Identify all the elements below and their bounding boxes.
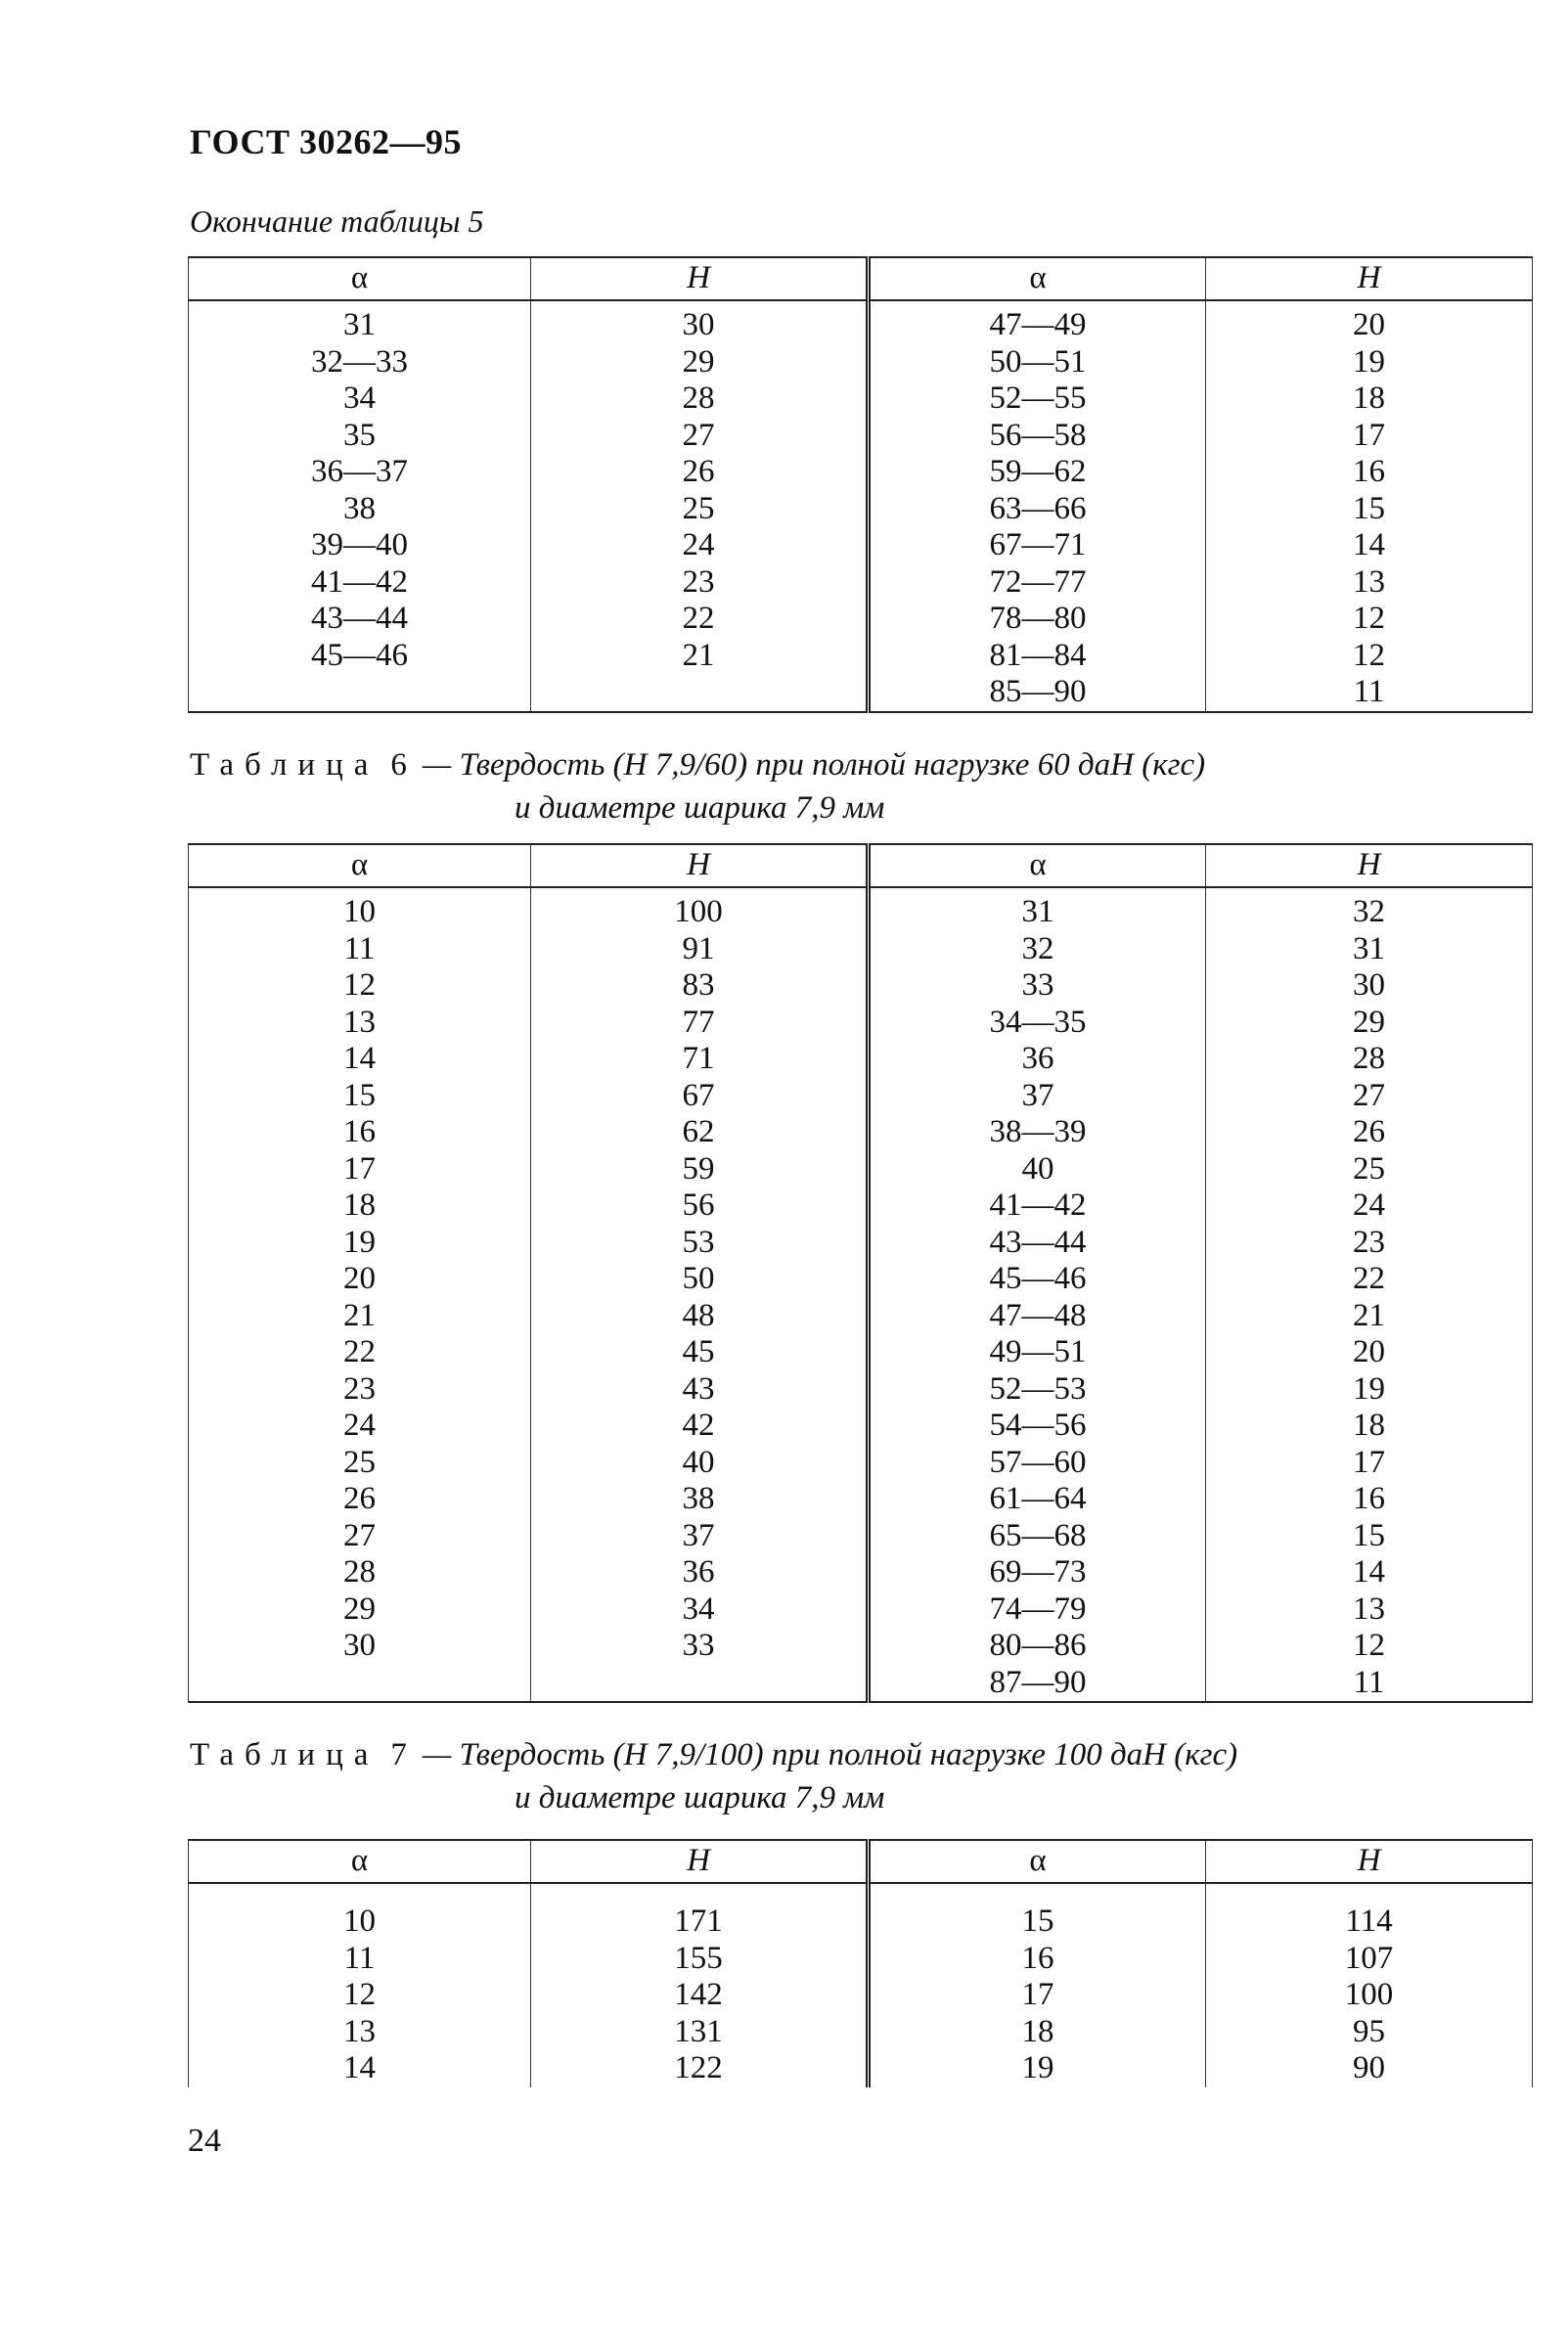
table6-title-line2: и диаметре шарика 7,9 мм xyxy=(515,790,885,826)
table-row xyxy=(189,638,1533,675)
alpha-cell: 26 xyxy=(189,1481,531,1518)
alpha-cell: 57—60 xyxy=(869,1445,1206,1482)
alpha-cell: 43—44 xyxy=(189,601,531,638)
table-row xyxy=(189,1941,1533,1978)
alpha-cell: 36 xyxy=(869,1041,1206,1078)
alpha-cell: 80—86 xyxy=(869,1628,1206,1665)
hardness-cell: 100 xyxy=(1206,1977,1533,2014)
hardness-cell: 95 xyxy=(1206,2014,1533,2051)
hardness-cell: 53 xyxy=(531,1225,869,1262)
hardness-cell: 91 xyxy=(531,931,869,968)
hardness-cell: 50 xyxy=(531,1261,869,1298)
hardness-cell: 13 xyxy=(1206,564,1533,602)
column-header-h: H xyxy=(1206,257,1533,300)
page-number: 24 xyxy=(188,2123,221,2159)
table-row xyxy=(189,2014,1533,2051)
hardness-cell: 42 xyxy=(531,1408,869,1445)
hardness-cell: 13 xyxy=(1206,1591,1533,1629)
column-header-alpha: α xyxy=(869,1840,1206,1883)
spacer-cell xyxy=(1206,300,1533,307)
alpha-cell: 41—42 xyxy=(189,564,531,602)
alpha-cell: 16 xyxy=(869,1941,1206,1978)
hardness-cell: 22 xyxy=(1206,1261,1533,1298)
column-header-alpha: α xyxy=(869,844,1206,887)
table6-title-line1: — Твердость (H 7,9/60) при полной нагрузке 60 даН (кгс) xyxy=(422,747,1206,783)
alpha-cell: 30 xyxy=(189,1628,531,1665)
hardness-cell: 12 xyxy=(1206,601,1533,638)
table-row xyxy=(189,1334,1533,1371)
hardness-cell: 24 xyxy=(1206,1187,1533,1225)
alpha-cell: 33 xyxy=(869,967,1206,1005)
table-row xyxy=(189,1904,1533,1941)
column-header-alpha: α xyxy=(189,1840,531,1883)
alpha-cell: 52—53 xyxy=(869,1371,1206,1409)
alpha-cell: 32—33 xyxy=(189,344,531,381)
spacer-cell xyxy=(869,887,1206,894)
alpha-cell: 47—48 xyxy=(869,1298,1206,1335)
alpha-cell: 24 xyxy=(189,1408,531,1445)
alpha-cell xyxy=(189,1665,531,1703)
alpha-cell: 74—79 xyxy=(869,1591,1206,1629)
alpha-cell: 13 xyxy=(189,1005,531,1042)
alpha-cell: 19 xyxy=(869,2050,1206,2087)
alpha-cell: 69—73 xyxy=(869,1554,1206,1591)
table-row xyxy=(189,418,1533,455)
table-row xyxy=(189,1665,1533,1703)
table-row xyxy=(189,931,1533,968)
table-row xyxy=(189,1078,1533,1115)
hardness-cell: 23 xyxy=(531,564,869,602)
table-row xyxy=(189,894,1533,931)
alpha-cell: 45—46 xyxy=(189,638,531,675)
hardness-cell: 30 xyxy=(1206,967,1533,1005)
alpha-cell: 31 xyxy=(869,894,1206,931)
hardness-cell: 171 xyxy=(531,1904,869,1941)
hardness-cell: 36 xyxy=(531,1554,869,1591)
table5-caption: Окончание таблицы 5 xyxy=(190,203,484,239)
table-row xyxy=(189,1298,1533,1335)
alpha-cell: 11 xyxy=(189,1941,531,1978)
hardness-cell: 25 xyxy=(531,491,869,528)
table-row xyxy=(189,1554,1533,1591)
alpha-cell: 19 xyxy=(189,1225,531,1262)
column-header-h: H xyxy=(1206,1840,1533,1883)
alpha-cell: 27 xyxy=(189,1518,531,1555)
alpha-cell: 47—49 xyxy=(869,307,1206,344)
hardness-cell: 21 xyxy=(531,638,869,675)
hardness-cell: 29 xyxy=(531,344,869,381)
column-header-h: H xyxy=(531,1840,869,1883)
alpha-cell: 87—90 xyxy=(869,1665,1206,1703)
hardness-cell: 90 xyxy=(1206,2050,1533,2087)
table-7 xyxy=(188,1839,1533,2087)
hardness-cell: 38 xyxy=(531,1481,869,1518)
alpha-cell: 56—58 xyxy=(869,418,1206,455)
alpha-cell: 34 xyxy=(189,381,531,418)
table-row xyxy=(189,1005,1533,1042)
spacer-cell xyxy=(531,300,869,307)
alpha-cell: 32 xyxy=(869,931,1206,968)
table-row xyxy=(189,601,1533,638)
spacer-cell xyxy=(869,1883,1206,1904)
hardness-cell: 24 xyxy=(531,527,869,564)
alpha-cell: 59—62 xyxy=(869,454,1206,491)
hardness-cell: 14 xyxy=(1206,527,1533,564)
hardness-cell: 37 xyxy=(531,1518,869,1555)
table-row xyxy=(189,1977,1533,2014)
table-row xyxy=(189,1591,1533,1629)
spacer-cell xyxy=(531,887,869,894)
table-row xyxy=(189,1371,1533,1409)
alpha-cell: 23 xyxy=(189,1371,531,1409)
alpha-cell: 17 xyxy=(869,1977,1206,2014)
table-row xyxy=(189,1408,1533,1445)
hardness-cell: 16 xyxy=(1206,454,1533,491)
hardness-cell: 15 xyxy=(1206,1518,1533,1555)
hardness-cell: 26 xyxy=(531,454,869,491)
table7-title-line1: — Твердость (H 7,9/100) при полной нагрузке 100 даН (кгс) xyxy=(422,1737,1238,1772)
hardness-cell: 83 xyxy=(531,967,869,1005)
column-header-h: H xyxy=(531,257,869,300)
table-row xyxy=(189,1041,1533,1078)
hardness-cell: 100 xyxy=(531,894,869,931)
spacer-cell xyxy=(531,1883,869,1904)
alpha-cell: 11 xyxy=(189,931,531,968)
hardness-cell: 17 xyxy=(1206,418,1533,455)
alpha-cell: 12 xyxy=(189,1977,531,2014)
alpha-cell: 22 xyxy=(189,1334,531,1371)
table-row xyxy=(189,381,1533,418)
table6-number: 6 xyxy=(390,747,407,783)
hardness-cell: 48 xyxy=(531,1298,869,1335)
table-row xyxy=(189,1261,1533,1298)
hardness-cell: 26 xyxy=(1206,1114,1533,1151)
table-row xyxy=(189,454,1533,491)
hardness-cell: 18 xyxy=(1206,1408,1533,1445)
alpha-cell: 36—37 xyxy=(189,454,531,491)
hardness-cell: 45 xyxy=(531,1334,869,1371)
table-5 xyxy=(188,256,1533,713)
hardness-cell: 12 xyxy=(1206,1628,1533,1665)
alpha-cell: 37 xyxy=(869,1078,1206,1115)
hardness-cell xyxy=(531,1665,869,1703)
alpha-cell: 14 xyxy=(189,1041,531,1078)
alpha-cell: 81—84 xyxy=(869,638,1206,675)
column-header-alpha: α xyxy=(189,257,531,300)
hardness-cell: 30 xyxy=(531,307,869,344)
table7-number: 7 xyxy=(390,1737,407,1772)
hardness-cell: 15 xyxy=(1206,491,1533,528)
hardness-cell: 43 xyxy=(531,1371,869,1409)
table-row xyxy=(189,344,1533,381)
table-row xyxy=(189,527,1533,564)
hardness-cell: 71 xyxy=(531,1041,869,1078)
table-row xyxy=(189,1518,1533,1555)
alpha-cell: 45—46 xyxy=(869,1261,1206,1298)
table-row xyxy=(189,1481,1533,1518)
hardness-cell: 114 xyxy=(1206,1904,1533,1941)
hardness-cell: 33 xyxy=(531,1628,869,1665)
alpha-cell: 13 xyxy=(189,2014,531,2051)
table7-title-line2: и диаметре шарика 7,9 мм xyxy=(515,1780,885,1815)
table-row xyxy=(189,1445,1533,1482)
alpha-cell: 43—44 xyxy=(869,1225,1206,1262)
alpha-cell: 39—40 xyxy=(189,527,531,564)
hardness-cell: 122 xyxy=(531,2050,869,2087)
table-row xyxy=(189,1628,1533,1665)
alpha-cell: 10 xyxy=(189,1904,531,1941)
alpha-cell: 38—39 xyxy=(869,1114,1206,1151)
alpha-cell: 41—42 xyxy=(869,1187,1206,1225)
hardness-cell: 27 xyxy=(1206,1078,1533,1115)
alpha-cell: 15 xyxy=(869,1904,1206,1941)
alpha-cell: 31 xyxy=(189,307,531,344)
document-header: ГОСТ 30262—95 xyxy=(190,122,462,161)
alpha-cell: 40 xyxy=(869,1151,1206,1188)
column-header-h: H xyxy=(531,844,869,887)
hardness-cell: 20 xyxy=(1206,307,1533,344)
alpha-cell: 65—68 xyxy=(869,1518,1206,1555)
hardness-cell: 67 xyxy=(531,1078,869,1115)
hardness-cell: 14 xyxy=(1206,1554,1533,1591)
table-row xyxy=(189,1187,1533,1225)
hardness-cell: 34 xyxy=(531,1591,869,1629)
hardness-cell: 25 xyxy=(1206,1151,1533,1188)
spacer-cell xyxy=(189,1883,531,1904)
hardness-cell: 20 xyxy=(1206,1334,1533,1371)
table-header-row xyxy=(189,1840,1533,1883)
alpha-cell: 49—51 xyxy=(869,1334,1206,1371)
hardness-cell: 27 xyxy=(531,418,869,455)
hardness-cell: 142 xyxy=(531,1977,869,2014)
alpha-cell: 17 xyxy=(189,1151,531,1188)
table-6 xyxy=(188,843,1533,1703)
alpha-cell: 50—51 xyxy=(869,344,1206,381)
hardness-cell: 107 xyxy=(1206,1941,1533,1978)
hardness-cell: 11 xyxy=(1206,1665,1533,1703)
hardness-cell: 19 xyxy=(1206,344,1533,381)
alpha-cell: 85—90 xyxy=(869,674,1206,712)
alpha-cell: 63—66 xyxy=(869,491,1206,528)
column-header-alpha: α xyxy=(189,844,531,887)
spacer-cell xyxy=(869,300,1206,307)
alpha-cell: 12 xyxy=(189,967,531,1005)
alpha-cell: 14 xyxy=(189,2050,531,2087)
hardness-cell: 77 xyxy=(531,1005,869,1042)
alpha-cell: 67—71 xyxy=(869,527,1206,564)
hardness-cell: 18 xyxy=(1206,381,1533,418)
alpha-cell: 25 xyxy=(189,1445,531,1482)
spacer-cell xyxy=(1206,1883,1533,1904)
table-row xyxy=(189,491,1533,528)
table-row xyxy=(189,307,1533,344)
table7-label: Таблица xyxy=(190,1737,380,1772)
hardness-cell xyxy=(531,674,869,712)
spacer-row xyxy=(189,1883,1533,1904)
table-row xyxy=(189,564,1533,602)
table-row xyxy=(189,1114,1533,1151)
alpha-cell: 78—80 xyxy=(869,601,1206,638)
hardness-cell: 32 xyxy=(1206,894,1533,931)
alpha-cell: 28 xyxy=(189,1554,531,1591)
spacer-cell xyxy=(189,887,531,894)
table-row xyxy=(189,2050,1533,2087)
hardness-cell: 17 xyxy=(1206,1445,1533,1482)
hardness-cell: 16 xyxy=(1206,1481,1533,1518)
hardness-cell: 155 xyxy=(531,1941,869,1978)
alpha-cell: 20 xyxy=(189,1261,531,1298)
alpha-cell: 18 xyxy=(189,1187,531,1225)
spacer-row xyxy=(189,887,1533,894)
hardness-cell: 59 xyxy=(531,1151,869,1188)
table6-label: Таблица xyxy=(190,747,380,783)
hardness-cell: 28 xyxy=(1206,1041,1533,1078)
table-header-row xyxy=(189,844,1533,887)
alpha-cell: 52—55 xyxy=(869,381,1206,418)
alpha-cell: 21 xyxy=(189,1298,531,1335)
hardness-cell: 21 xyxy=(1206,1298,1533,1335)
column-header-alpha: α xyxy=(869,257,1206,300)
hardness-cell: 131 xyxy=(531,2014,869,2051)
alpha-cell xyxy=(189,674,531,712)
hardness-cell: 40 xyxy=(531,1445,869,1482)
spacer-cell xyxy=(1206,887,1533,894)
hardness-cell: 12 xyxy=(1206,638,1533,675)
hardness-cell: 22 xyxy=(531,601,869,638)
alpha-cell: 61—64 xyxy=(869,1481,1206,1518)
spacer-row xyxy=(189,300,1533,307)
spacer-cell xyxy=(189,300,531,307)
alpha-cell: 35 xyxy=(189,418,531,455)
table-row xyxy=(189,1225,1533,1262)
hardness-cell: 19 xyxy=(1206,1371,1533,1409)
alpha-cell: 38 xyxy=(189,491,531,528)
hardness-cell: 31 xyxy=(1206,931,1533,968)
hardness-cell: 23 xyxy=(1206,1225,1533,1262)
alpha-cell: 34—35 xyxy=(869,1005,1206,1042)
alpha-cell: 16 xyxy=(189,1114,531,1151)
hardness-cell: 62 xyxy=(531,1114,869,1151)
alpha-cell: 72—77 xyxy=(869,564,1206,602)
alpha-cell: 18 xyxy=(869,2014,1206,2051)
hardness-cell: 56 xyxy=(531,1187,869,1225)
hardness-cell: 28 xyxy=(531,381,869,418)
hardness-cell: 11 xyxy=(1206,674,1533,712)
column-header-h: H xyxy=(1206,844,1533,887)
table-row xyxy=(189,1151,1533,1188)
alpha-cell: 15 xyxy=(189,1078,531,1115)
alpha-cell: 10 xyxy=(189,894,531,931)
alpha-cell: 54—56 xyxy=(869,1408,1206,1445)
table-header-row xyxy=(189,257,1533,300)
table6-title xyxy=(190,743,1205,829)
hardness-cell: 29 xyxy=(1206,1005,1533,1042)
table7-title xyxy=(190,1733,1237,1819)
alpha-cell: 29 xyxy=(189,1591,531,1629)
table-row xyxy=(189,674,1533,712)
table-row xyxy=(189,967,1533,1005)
